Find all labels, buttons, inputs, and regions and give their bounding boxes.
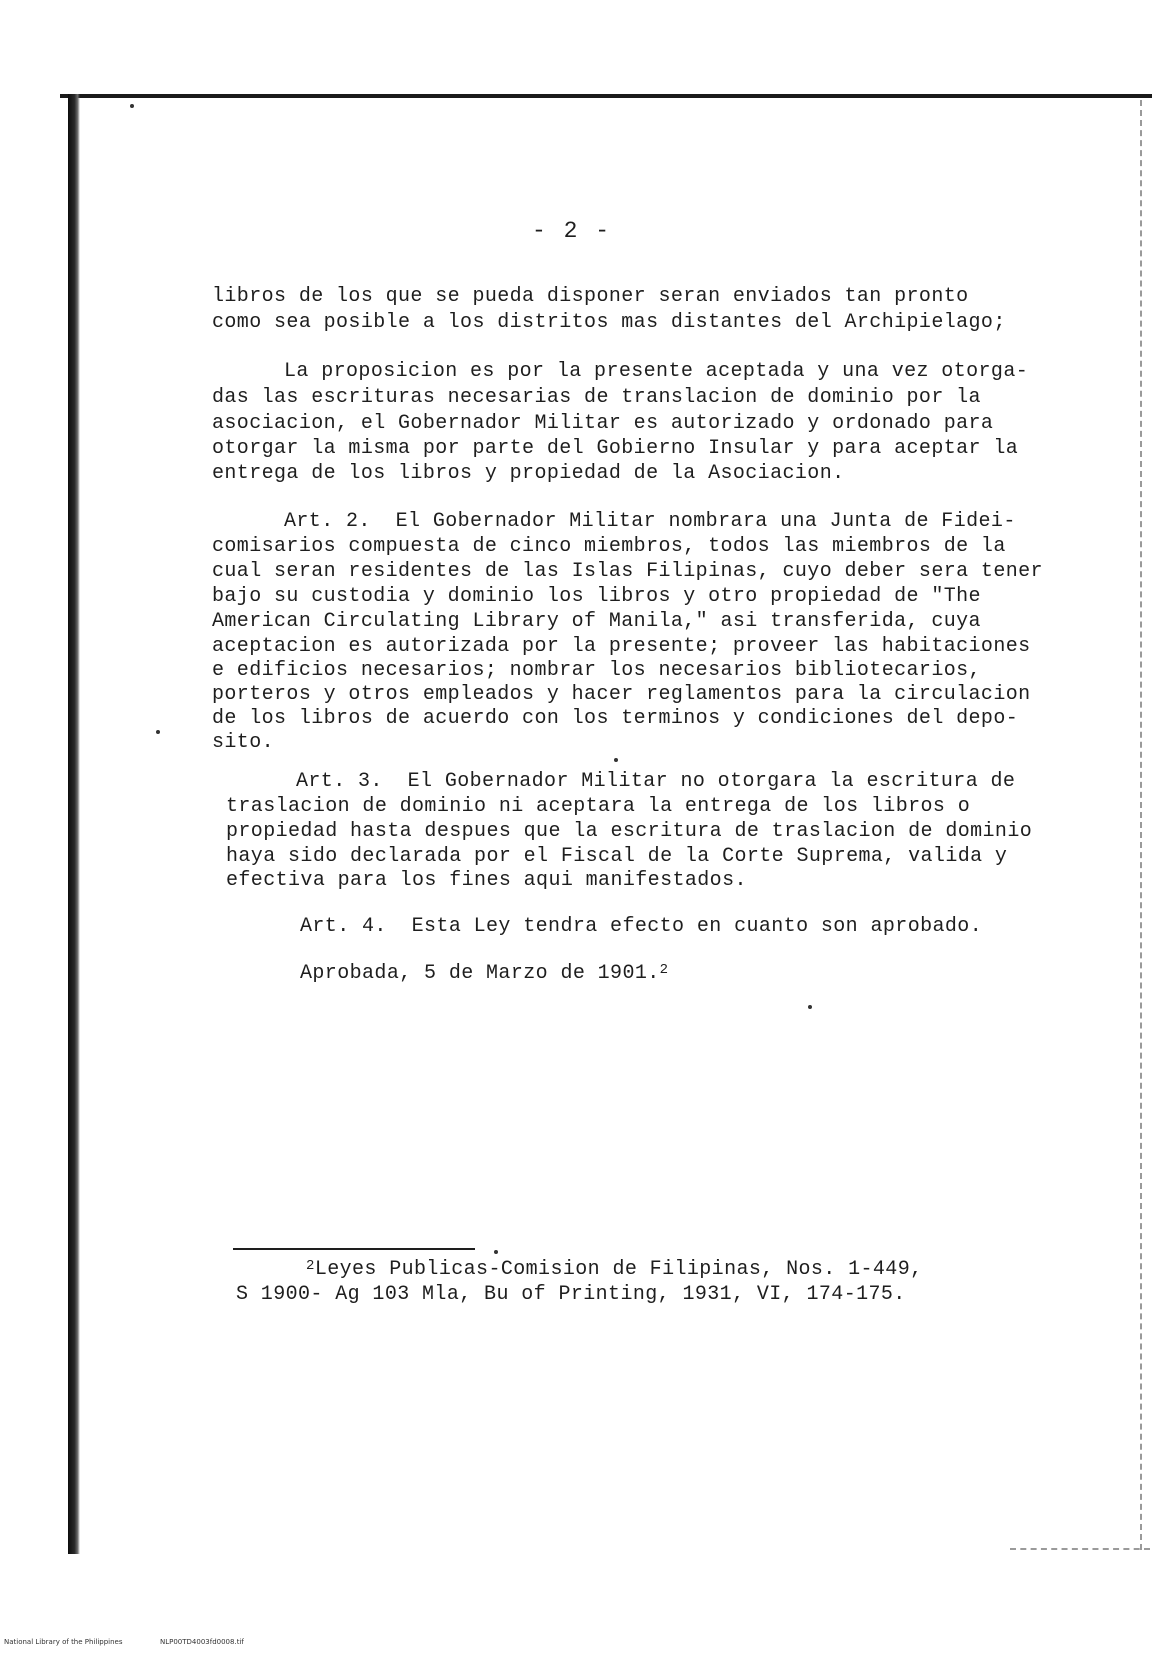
text-line: haya sido declarada por el Fiscal de la Corte Suprema, valida y	[226, 845, 1008, 868]
text-line: libros de los que se pueda disponer seran enviados tan pronto	[212, 285, 969, 308]
text-line: American Circulating Library of Manila," asi transferida, cuya	[212, 610, 981, 633]
text-line: cual seran residentes de las Islas Filipinas, cuyo deber sera tener	[212, 560, 1043, 583]
text-line: Art. 3. El Gobernador Militar no otorgara la escritura de	[296, 770, 1016, 793]
text-line: sito.	[212, 731, 275, 754]
text-line: entrega de los libros y propiedad de la Asociacion.	[212, 462, 845, 485]
text-line: e edificios necesarios; nombrar los necesarios bibliotecarios,	[212, 659, 981, 682]
text-line: de los libros de acuerdo con los terminos y condiciones del depo-	[212, 707, 1019, 730]
footnote-reference: 2	[659, 962, 669, 978]
text-line: das las escrituras necesarias de translacion de dominio por la	[212, 386, 981, 409]
text-line: Art. 4. Esta Ley tendra efecto en cuanto son aprobado.	[300, 915, 983, 938]
scan-bottom-edge	[1010, 1548, 1150, 1550]
text-line: traslacion de dominio ni aceptara la entrega de los libros o	[226, 795, 971, 818]
scan-right-edge	[1140, 100, 1142, 1550]
scan-left-edge	[68, 94, 80, 1554]
page-number: - 2 -	[532, 218, 612, 244]
footnote-marker: 2	[306, 1258, 315, 1274]
scan-speck	[130, 104, 134, 108]
archive-library-stamp: National Library of the Philippines	[4, 1638, 123, 1646]
text-line: La proposicion es por la presente aceptada y una vez otorga-	[284, 360, 1029, 383]
text-line: otorgar la misma por parte del Gobierno Insular y para aceptar la	[212, 437, 1019, 460]
text-line: comisarios compuesta de cinco miembros, todos las miembros de la	[212, 535, 1006, 558]
footnote-line: $^2$Leyes Publicas-Comision de Filipinas, Nos. 1-449,	[306, 1258, 923, 1281]
archive-file-stamp: NLP00TD4003fd0008.tif	[160, 1638, 244, 1646]
text-line: bajo su custodia y dominio los libros y otro propiedad de "The	[212, 585, 981, 608]
text-line: aceptacion es autorizada por la presente; proveer las habitaciones	[212, 635, 1031, 658]
approval-date: Aprobada, 5 de Marzo de 1901.$^2$	[300, 962, 669, 985]
scan-speck	[614, 758, 618, 762]
footnote-rule	[233, 1248, 475, 1250]
text-line: propiedad hasta despues que la escritura de traslacion de dominio	[226, 820, 1033, 843]
scan-top-border	[60, 94, 1152, 98]
text-line: porteros y otros empleados y hacer reglamentos para la circulacion	[212, 683, 1031, 706]
text-line: asociacion, el Gobernador Militar es autorizado y ordonado para	[212, 412, 994, 435]
scan-speck	[494, 1250, 498, 1254]
scan-speck	[156, 730, 160, 734]
text-line: como sea posible a los distritos mas distantes del Archipielago;	[212, 311, 1006, 334]
text-line: Art. 2. El Gobernador Militar nombrara una Junta de Fidei-	[284, 510, 1016, 533]
footnote-line: S 1900- Ag 103 Mla, Bu of Printing, 1931, VI, 174-175.	[236, 1283, 906, 1306]
scan-speck	[808, 1005, 812, 1009]
text-line: efectiva para los fines aqui manifestados.	[226, 869, 747, 892]
